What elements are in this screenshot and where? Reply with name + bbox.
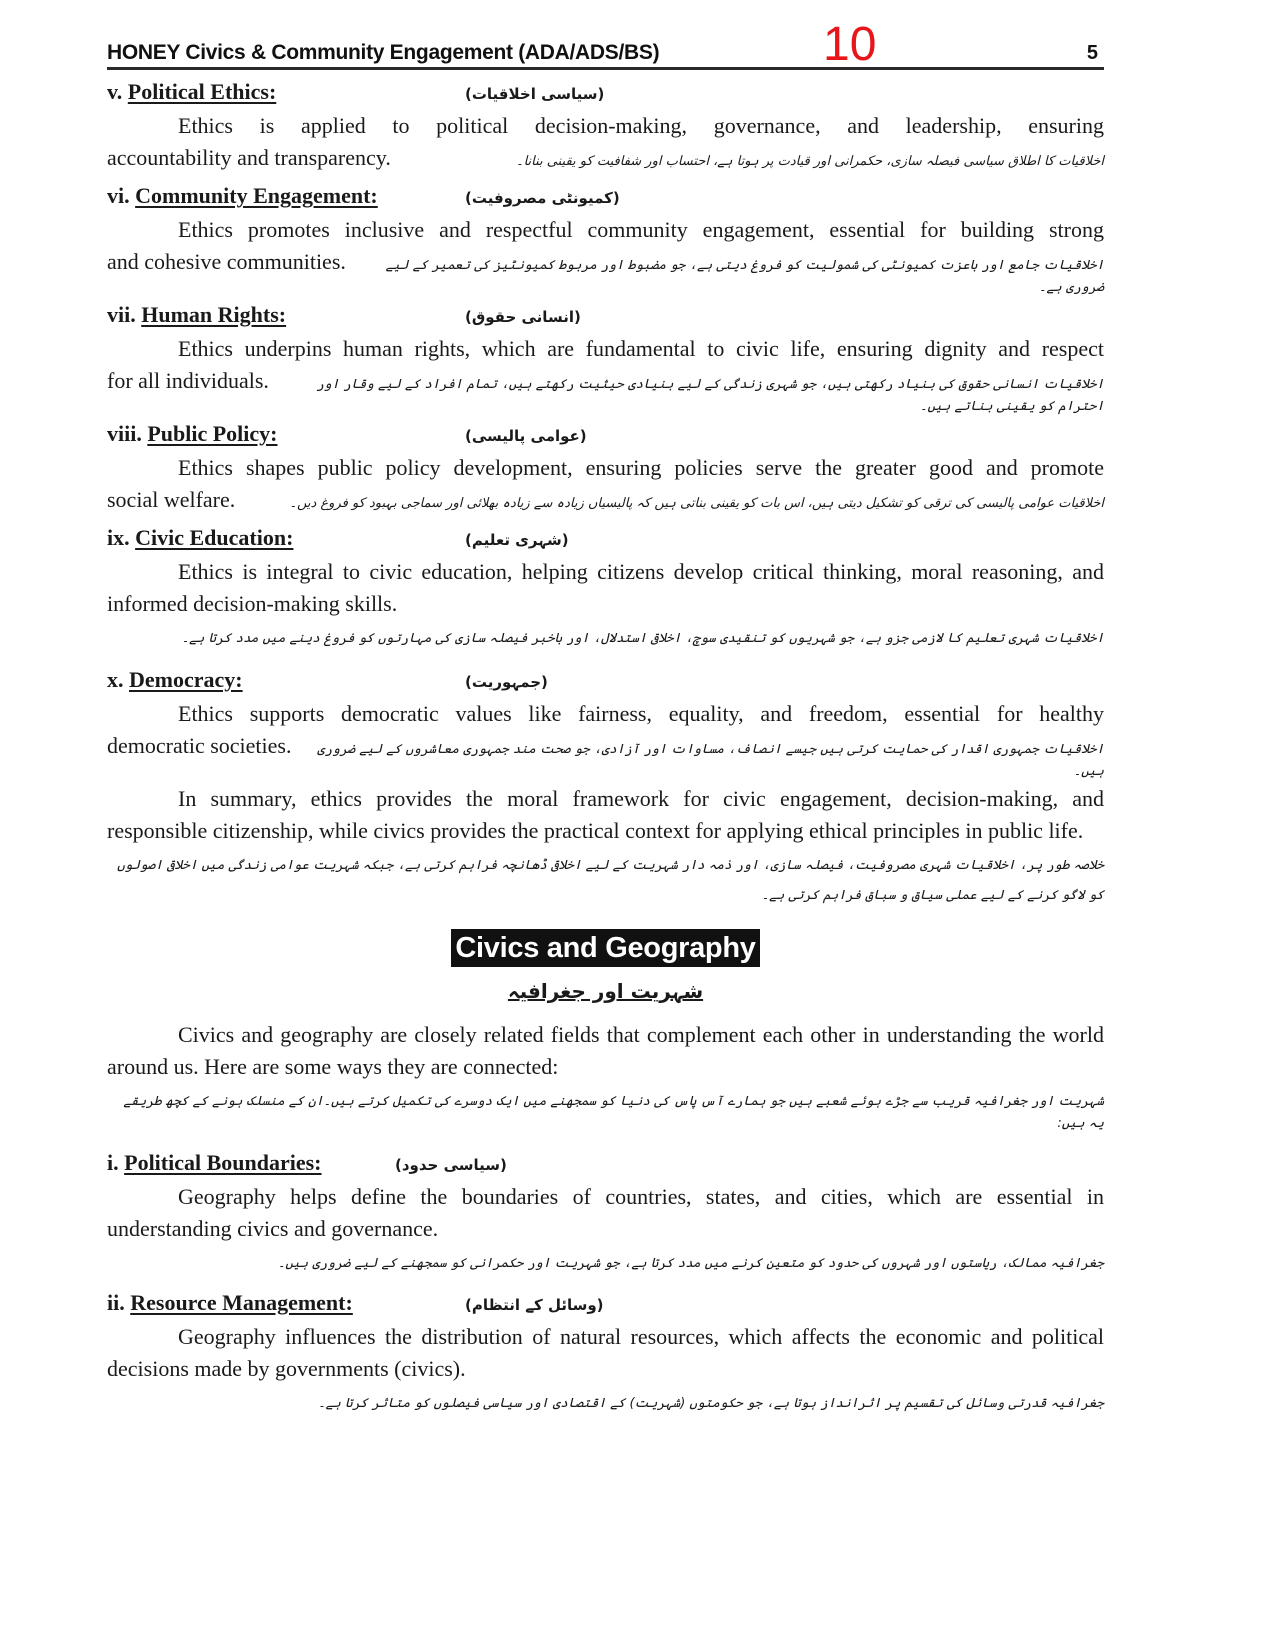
section-title: Political Boundaries: <box>124 1150 322 1175</box>
section-number: vi. <box>107 183 130 208</box>
summary-english: In summary, ethics provides the moral framework for civic engagement, decision-making, and responsible citizenship, while civics provides the practical context for applying ethical principles in public life. <box>107 786 1104 843</box>
section-heading <box>107 664 1104 698</box>
section-heading <box>107 522 1104 556</box>
section-number: vii. <box>107 302 136 327</box>
section-urdu-text: جغرافیہ قدرتی وسائل کی تقسیم پر اثرانداز ہوتا ہے، جو حکومتوں (شہریت) کے اقتصادی اور سیاسی فیصلوں کو متاثر کرتا ہے۔ <box>318 1396 1104 1411</box>
section-title: Democracy: <box>129 667 243 692</box>
section-urdu-title: (کمیونٹی مصروفیت) <box>465 189 620 207</box>
red-page-marker: 10 <box>823 18 877 71</box>
section-urdu-text: اخلاقیات عوامی پالیسی کی ترقی کو تشکیل دیتی ہیں، اس بات کو یقینی بناتی ہیں کہ پالیسیاں زیادہ سے زیادہ بھلائی اور سماجی بہبود کو فروغ دیں۔ <box>289 496 1104 511</box>
section-heading <box>107 1147 1104 1181</box>
section-civic-education <box>107 522 1104 658</box>
page-number: 5 <box>1086 42 1098 64</box>
section-urdu-title: (عوامی پالیسی) <box>465 427 587 445</box>
section-political-ethics <box>107 76 1104 180</box>
section-english-text: Geography influences the distribution of natural resources, which affects the economic and political decisions made by governments (civics). <box>107 1324 1104 1381</box>
section-political-boundaries <box>107 1147 1104 1283</box>
english-tail: accountability and transparency. <box>107 145 391 170</box>
section-number: x. <box>107 667 124 692</box>
section-urdu-text: اخلاقیات انسانی حقوق کی بنیاد رکھتی ہیں، جو شہری زندگی کے لیے بنیادی حیثیت رکھتے ہیں، تمام افراد کے لیے وقار اور احترام کو یقینی بناتے ہیں۔ <box>316 377 1104 414</box>
mixed-line <box>107 730 1104 783</box>
section-urdu-title: (سیاسی اخلاقیات) <box>465 85 605 103</box>
section-community-engagement <box>107 180 1104 299</box>
section-english-text: Ethics supports democratic values like fairness, equality, and freedom, essential for healthy <box>178 701 1104 726</box>
section-urdu-title: (شہری تعلیم) <box>465 531 569 549</box>
summary-block <box>107 783 1104 915</box>
section-urdu-text: جغرافیہ ممالک، ریاستوں اور شہروں کی حدود کو متعین کرنے میں مدد کرتا ہے، جو شہریت اور حکمرانی کو سمجھنے کے لیے ضروری ہیں۔ <box>277 1256 1104 1271</box>
section-resource-management <box>107 1287 1104 1423</box>
page-content <box>107 76 1104 1423</box>
header-title: HONEY Civics & Community Engagement (ADA/ADS/BS) <box>107 41 660 64</box>
section-urdu-text: اخلاقیات شہری تعلیم کا لازمی جزو ہے، جو شہریوں کو تنقیدی سوچ، اخلاقی استدلال، اور باخبر فیصلہ سازی کی مہارتوں کو فروغ دینے میں مدد کرتا ہے۔ <box>181 631 1104 646</box>
section-english-text: Ethics is applied to political decision-making, governance, and leadership, ensuring <box>178 113 1104 138</box>
summary-urdu: خلاصہ طور پر، اخلاقیات شہری مصروفیت، فیصلہ سازی، اور ذمہ دار شہریت کے لیے اخلاقی ڈھانچہ فراہم کرتی ہے، جبکہ شہریت عوامی زندگی میں اخلاقی اصولوں کو لاگو کرنے کے لیے عملی سیاق و سباق فراہم کرتی ہے۔ <box>117 858 1104 903</box>
section-title: Community Engagement: <box>135 183 378 208</box>
mixed-line <box>107 365 1104 418</box>
english-tail: and cohesive communities. <box>107 249 346 274</box>
page-header <box>107 18 1104 71</box>
section-english-text: Ethics shapes public policy development, ensuring policies serve the greater good and promote <box>178 455 1104 480</box>
geography-intro <box>107 1019 1104 1143</box>
section-public-policy <box>107 418 1104 522</box>
section-number: ix. <box>107 525 130 550</box>
section-human-rights <box>107 299 1104 418</box>
section-title: Public Policy: <box>147 421 278 446</box>
section-english-text: Ethics underpins human rights, which are fundamental to civic life, ensuring dignity and respect <box>178 336 1104 361</box>
section-number: ii. <box>107 1290 125 1315</box>
section-number: viii. <box>107 421 142 446</box>
section-english-text: Ethics promotes inclusive and respectful community engagement, essential for building strong <box>178 217 1104 242</box>
section-english-text: Ethics is integral to civic education, helping citizens develop critical thinking, moral reasoning, and informed decision-making skills. <box>107 559 1104 616</box>
section-title: Civic Education: <box>135 525 294 550</box>
section-democracy <box>107 664 1104 783</box>
chapter-heading-wrap <box>107 929 1104 973</box>
section-urdu-title: (سیاسی حدود) <box>395 1156 507 1174</box>
section-urdu-title: (جمہوریت) <box>465 673 548 691</box>
section-heading <box>107 1287 1104 1321</box>
section-number: v. <box>107 79 123 104</box>
section-title: Resource Management: <box>130 1290 353 1315</box>
mixed-line <box>107 142 1104 180</box>
section-urdu-text: اخلاقیات کا اطلاق سیاسی فیصلہ سازی، حکمرانی اور قیادت پر ہوتا ہے، احتساب اور شفافیت کو یقینی بنانا۔ <box>515 154 1104 169</box>
section-heading <box>107 76 1104 110</box>
intro-english: Civics and geography are closely related fields that complement each other in understanding the world around us. Here are some ways they are connected: <box>107 1022 1104 1079</box>
section-english-text: Geography helps define the boundaries of countries, states, and cities, which are essential in understanding civics and governance. <box>107 1184 1104 1241</box>
section-urdu-text: اخلاقیات جامع اور باعزت کمیونٹی کی شمولیت کو فروغ دیتی ہے، جو مضبوط اور مربوط کمیونٹیز کی تعمیر کے لیے ضروری ہے۔ <box>385 258 1104 295</box>
mixed-line <box>107 246 1104 299</box>
intro-urdu: شہریت اور جغرافیہ قریب سے جڑے ہوئے شعبے ہیں جو ہمارے آس پاس کی دنیا کو سمجھنے میں ایک دوسرے کی تکمیل کرتے ہیں۔ان کے منسلک ہونے کے کچھ طریقے یہ ہیں: <box>123 1094 1104 1131</box>
section-heading <box>107 299 1104 333</box>
urdu-heading-wrap <box>107 975 1104 1019</box>
section-title: Human Rights: <box>141 302 287 327</box>
section-heading <box>107 180 1104 214</box>
english-tail: social welfare. <box>107 487 236 512</box>
section-number: i. <box>107 1150 119 1175</box>
section-title: Political Ethics: <box>127 79 277 104</box>
english-tail: democratic societies. <box>107 733 292 758</box>
mixed-line <box>107 484 1104 522</box>
section-urdu-title: (وسائل کے انتظام) <box>465 1296 604 1314</box>
section-urdu-title: (انسانی حقوق) <box>465 308 581 326</box>
chapter-urdu-heading: شہریت اور جغرافیہ <box>507 979 704 1003</box>
english-tail: for all individuals. <box>107 368 269 393</box>
chapter-heading: Civics and Geography <box>451 929 759 967</box>
section-heading <box>107 418 1104 452</box>
section-urdu-text: اخلاقیات جمہوری اقدار کی حمایت کرتی ہیں جیسے انصاف، مساوات اور آزادی، جو صحت مند جمہوری معاشروں کے لیے ضروری ہیں۔ <box>317 742 1104 779</box>
